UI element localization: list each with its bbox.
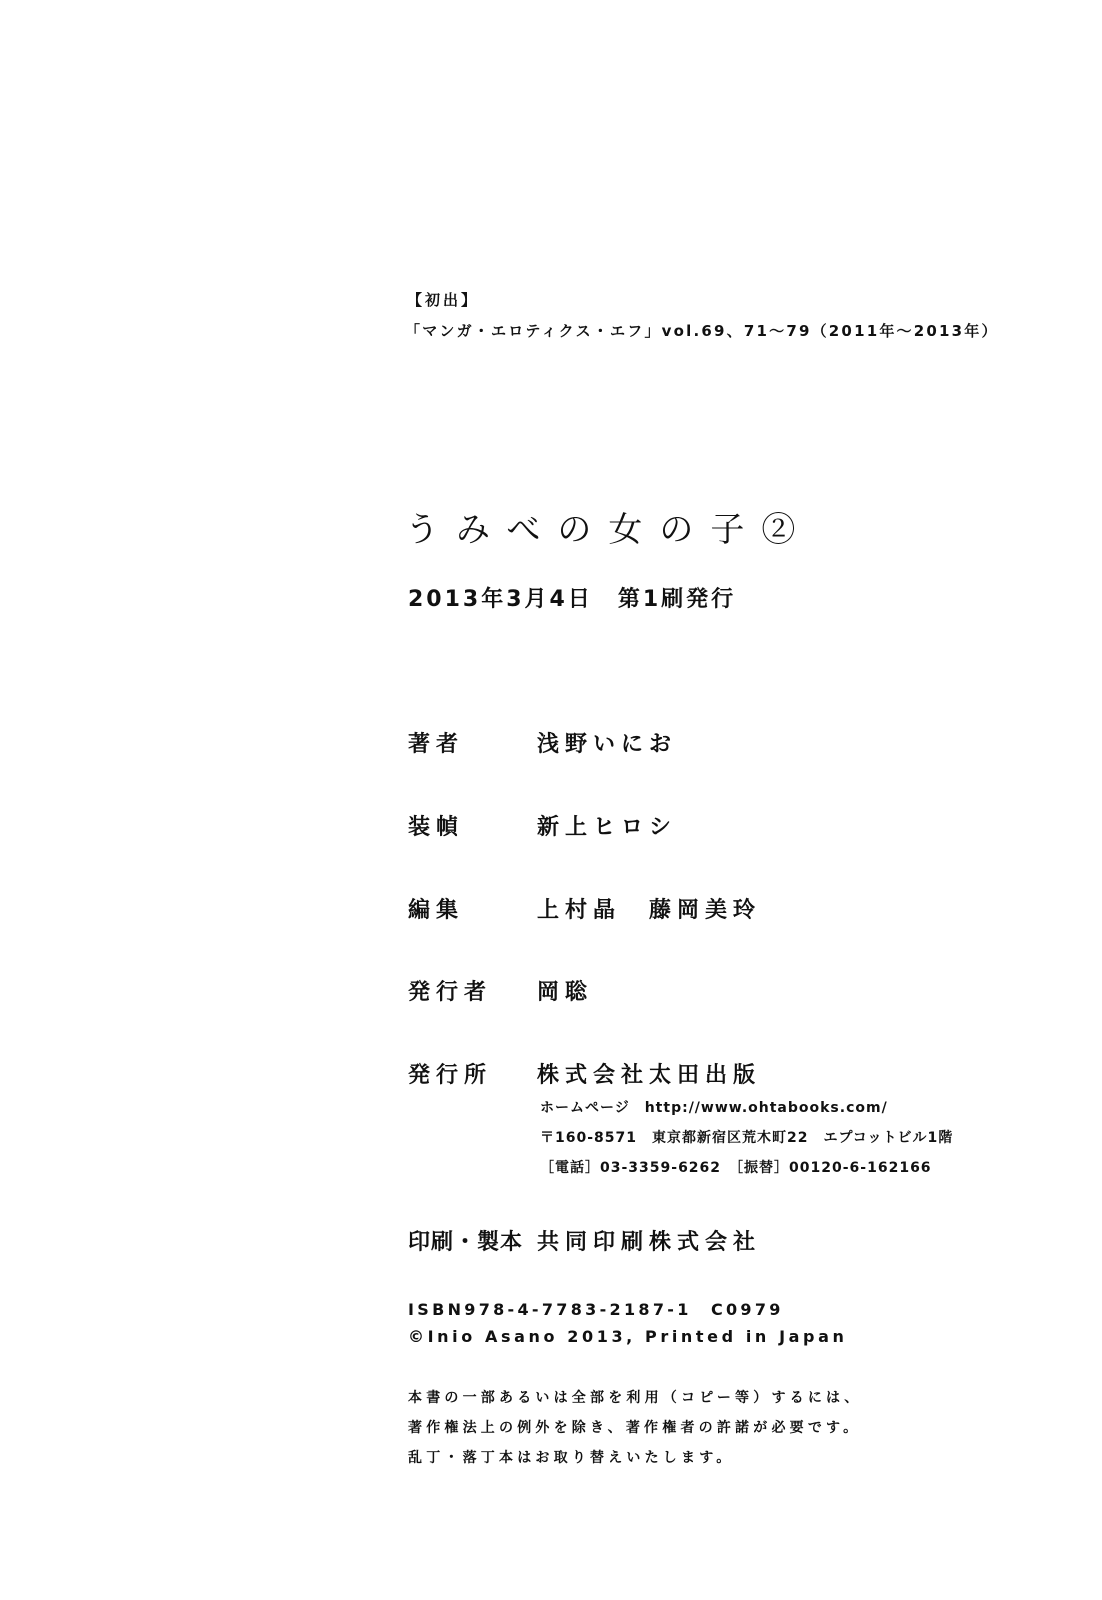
first-publication-heading: 【初出】 <box>407 291 480 309</box>
credit-value-publishing-house: 株式会社太田出版 <box>537 1063 762 1088</box>
credit-label-publisher: 発行者 <box>408 980 493 1005</box>
credit-label-publishing-house: 発行所 <box>408 1063 493 1088</box>
credit-value-publisher: 岡聡 <box>537 980 594 1005</box>
credit-label-design: 装幀 <box>408 815 465 840</box>
credit-value-author: 浅野いにお <box>537 732 678 757</box>
copyright-notice-line: 著作権法上の例外を除き、著作権者の許諾が必要です。 <box>408 1420 862 1436</box>
credit-value-printing: 共同印刷株式会社 <box>537 1230 762 1255</box>
publisher-homepage: ホームページ http://www.ohtabooks.com/ <box>540 1100 888 1116</box>
credit-label-printing: 印刷・製本 <box>408 1230 524 1255</box>
publisher-phone: ［電話］03-3359-6262 ［振替］00120-6-162166 <box>540 1160 932 1176</box>
credit-value-design: 新上ヒロシ <box>537 815 678 840</box>
publisher-address: 〒160-8571 東京都新宿区荒木町22 エプコットビル1階 <box>540 1130 954 1146</box>
credit-label-author: 著者 <box>408 732 465 757</box>
book-title: うみべの女の子② <box>405 510 813 550</box>
isbn: ISBN978-4-7783-2187-1 C0979 <box>408 1300 784 1319</box>
copyright-notice-line: 乱丁・落丁本はお取り替えいたします。 <box>408 1450 735 1466</box>
first-publication-text: 「マンガ・エロティクス・エフ」vol.69、71～79（2011年～2013年） <box>405 322 999 340</box>
copyright-notice-line: 本書の一部あるいは全部を利用（コピー等）するには、 <box>408 1390 863 1406</box>
credit-label-editor: 編集 <box>408 898 465 923</box>
copyright-notice: ©Inio Asano 2013, Printed in Japan <box>408 1327 848 1346</box>
publication-date: 2013年3月4日 第1刷発行 <box>408 587 737 612</box>
credit-value-editor: 上村晶 藤岡美玲 <box>537 898 762 923</box>
